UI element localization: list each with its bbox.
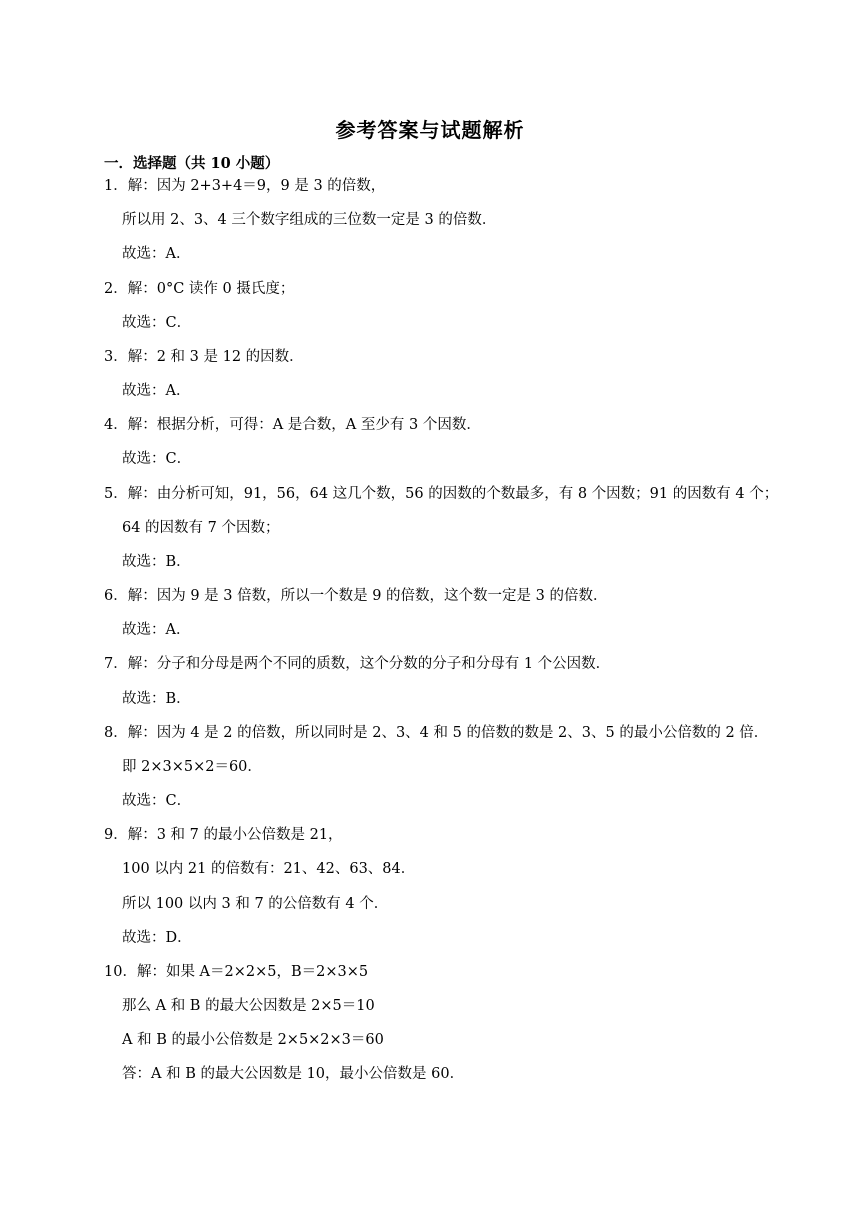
answer-line: 故选：A． <box>122 383 191 399</box>
answer-line: A 和 B 的最小公倍数是 2×5×2×3＝60 <box>122 1032 384 1048</box>
page-title: 参考答案与试题解析 <box>335 118 525 142</box>
answer-line: 那么 A 和 B 的最大公因数是 2×5＝10 <box>122 998 375 1014</box>
answer-line: 1．解：因为 2+3+4＝9，9 是 3 的倍数， <box>104 178 386 194</box>
answer-line: 即 2×3×5×2＝60． <box>122 759 262 775</box>
answer-line: 100 以内 21 的倍数有：21、42、63、84． <box>122 861 416 877</box>
answer-line: 10．解：如果 A＝2×2×5，B＝2×3×5 <box>104 964 369 980</box>
answer-line: 故选：C． <box>122 451 192 467</box>
answer-line: 5．解：由分析可知，91，56，64 这几个数，56 的因数的个数最多，有 8 个因数；91 的因数有 4 个； <box>104 486 779 502</box>
answer-line: 故选：D． <box>122 930 192 946</box>
answer-line: 故选：A． <box>122 246 191 262</box>
answer-line: 所以 100 以内 3 和 7 的公倍数有 4 个． <box>122 896 389 912</box>
answer-line: 所以用 2、3、4 三个数字组成的三位数一定是 3 的倍数． <box>122 212 497 228</box>
answer-line: 3．解：2 和 3 是 12 的因数． <box>104 349 304 365</box>
answer-line: 故选：A． <box>122 622 191 638</box>
answer-line: 故选：C． <box>122 793 192 809</box>
answer-line: 6．解：因为 9 是 3 倍数，所以一个数是 9 的倍数，这个数一定是 3 的倍数． <box>104 588 608 604</box>
answer-line: 4．解：根据分析，可得：A 是合数，A 至少有 3 个因数． <box>104 417 481 433</box>
answer-line: 答：A 和 B 的最大公因数是 10，最小公倍数是 60． <box>122 1066 465 1082</box>
section-heading: 一．选择题（共 10 小题） <box>104 155 280 172</box>
answer-line: 故选：B． <box>122 554 191 570</box>
answer-line: 9．解：3 和 7 的最小公倍数是 21， <box>104 827 343 843</box>
answer-line: 7．解：分子和分母是两个不同的质数，这个分数的分子和分母有 1 个公因数． <box>104 656 611 672</box>
answer-line: 64 的因数有 7 个因数； <box>122 520 280 536</box>
answer-line: 故选：C． <box>122 315 192 331</box>
answer-line: 2．解：0°C 读作 0 摄氏度； <box>104 281 295 297</box>
answer-line: 故选：B． <box>122 691 191 707</box>
answer-line: 8．解：因为 4 是 2 的倍数，所以同时是 2、3、4 和 5 的倍数的数是 2、3、5 的最小公倍数的 2 倍． <box>104 725 769 741</box>
